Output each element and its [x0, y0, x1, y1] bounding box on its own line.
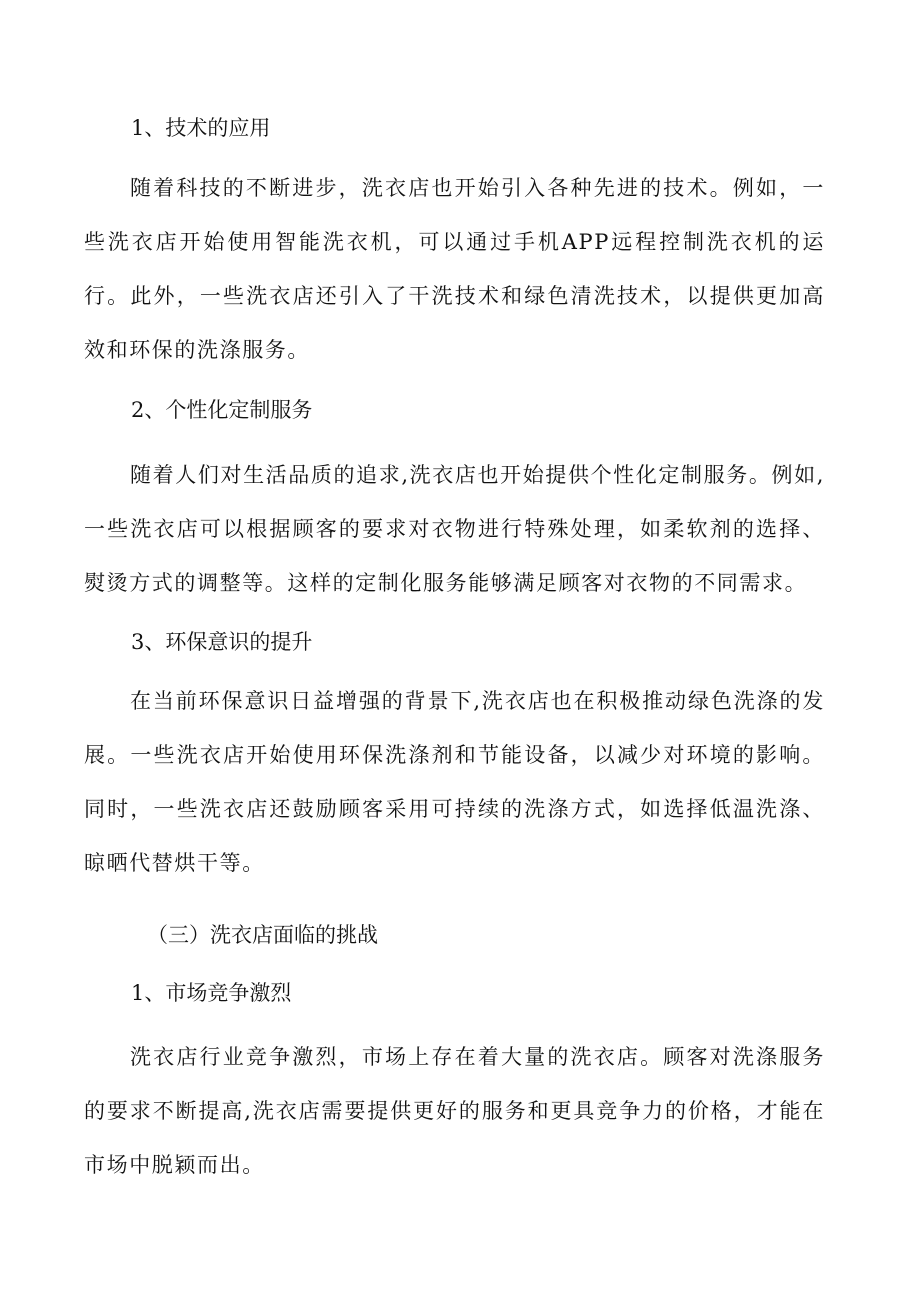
heading-technology-application: 1、技术的应用	[131, 116, 271, 140]
paragraph-market-competition: 洗衣店行业竞争激烈，市场上存在着大量的洗衣店。顾客对洗涤服务的要求不断提高,洗衣店需要提供更好的服务和更具竞争力的价格，才能在市场中脱颖而出。	[84, 1045, 825, 1177]
paragraph-technology-application: 随着科技的不断进步，洗衣店也开始引入各种先进的技术。例如，一些洗衣店开始使用智能洗衣机，可以通过手机APP远程控制洗衣机的运行。此外，一些洗衣店还引入了干洗技术和绿色清洗技术，以提供更加高效和环保的洗涤服务。	[84, 176, 825, 362]
paragraph-personalized-service: 随着人们对生活品质的追求,洗衣店也开始提供个性化定制服务。例如,一些洗衣店可以根据顾客的要求对衣物进行特殊处理，如柔软剂的选择、熨烫方式的调整等。这样的定制化服务能够满足顾客对衣物的不同需求。	[84, 463, 825, 595]
section-heading-challenges: （三）洗衣店面临的挑战	[147, 923, 378, 947]
heading-environmental-awareness: 3、环保意识的提升	[131, 630, 313, 654]
heading-market-competition: 1、市场竞争激烈	[131, 981, 292, 1005]
heading-personalized-service: 2、个性化定制服务	[131, 398, 313, 422]
paragraph-environmental-awareness: 在当前环保意识日益增强的背景下,洗衣店也在积极推动绿色洗涤的发展。一些洗衣店开始使用环保洗涤剂和节能设备，以减少对环境的影响。同时，一些洗衣店还鼓励顾客采用可持续的洗涤方式，如选择低温洗涤、晾晒代替烘干等。	[84, 689, 825, 875]
